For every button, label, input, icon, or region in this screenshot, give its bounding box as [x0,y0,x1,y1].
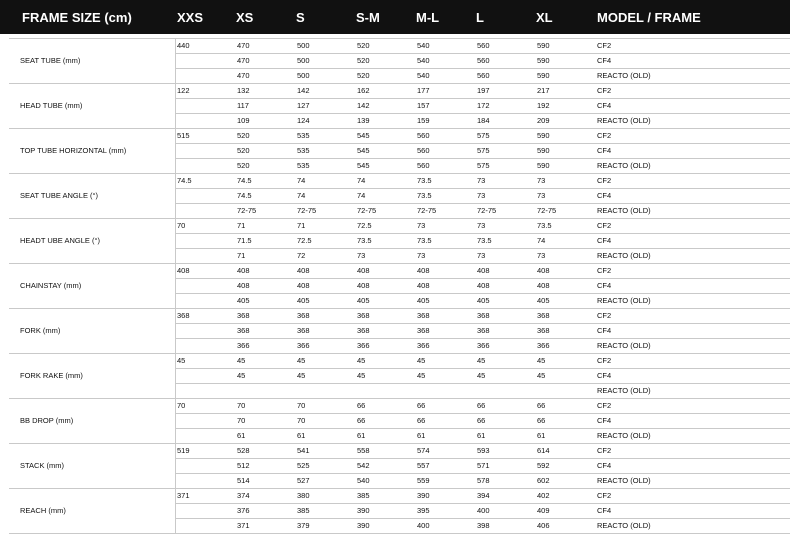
cell-l: 560 [477,71,490,80]
cell-s: 70 [297,416,306,425]
cell-xs: 368 [237,311,250,320]
cell-model: CF2 [597,356,612,365]
cell-model: REACTO (OLD) [597,116,651,125]
cell-xs: 470 [237,71,250,80]
cell-l: 575 [477,161,490,170]
cell-s: 368 [297,311,310,320]
cell-xs: 109 [237,116,250,125]
cell-xl: 590 [537,41,550,50]
cell-model: CF4 [597,236,612,245]
cell-model: CF4 [597,101,612,110]
cell-s-m: 520 [357,71,370,80]
row-divider [9,263,790,264]
cell-model: REACTO (OLD) [597,251,651,260]
cell-s-m: 74 [357,176,366,185]
cell-m-l: 368 [417,311,430,320]
cell-s-m: 366 [357,341,370,350]
cell-xs: 61 [237,431,246,440]
cell-m-l: 368 [417,326,430,335]
row-divider [9,398,790,399]
column-divider [175,38,176,83]
cell-m-l: 73.5 [417,176,432,185]
table-row-group [0,488,790,533]
header-xxs: XXS [177,10,204,25]
cell-model: CF4 [597,56,612,65]
table-row-group [0,308,790,353]
cell-s: 70 [297,401,306,410]
cell-l: 366 [477,341,490,350]
cell-m-l: 405 [417,296,430,305]
cell-s: 405 [297,296,310,305]
cell-model: CF2 [597,446,612,455]
cell-model: REACTO (OLD) [597,341,651,350]
cell-xl: 408 [537,266,550,275]
cell-l: 73 [477,221,486,230]
cell-xl: 368 [537,311,550,320]
table-row-group [0,218,790,263]
cell-m-l: 560 [417,146,430,155]
cell-s: 535 [297,146,310,155]
cell-xs: 368 [237,326,250,335]
cell-s: 535 [297,161,310,170]
cell-s: 45 [297,356,306,365]
cell-s: 74 [297,176,306,185]
cell-xs: 408 [237,281,250,290]
cell-model: CF2 [597,131,612,140]
cell-l: 400 [477,506,490,515]
table-row-group [0,398,790,443]
measurement-label: SEAT TUBE ANGLE (°) [20,191,99,200]
measurement-label: STACK (mm) [20,461,65,470]
cell-s-m: 520 [357,41,370,50]
cell-xl: 590 [537,71,550,80]
cell-s: 72-75 [297,206,317,215]
cell-s-m: 405 [357,296,370,305]
cell-s-m: 142 [357,101,370,110]
cell-xl: 192 [537,101,550,110]
cell-l: 45 [477,371,486,380]
cell-s: 368 [297,326,310,335]
cell-xs: 45 [237,371,246,380]
cell-s: 380 [297,491,310,500]
cell-m-l: 73.5 [417,191,432,200]
cell-xxs: 70 [177,401,186,410]
cell-xl: 614 [537,446,550,455]
column-divider [175,128,176,173]
cell-l: 73.5 [477,236,492,245]
cell-s-m: 542 [357,461,370,470]
cell-l: 61 [477,431,486,440]
column-divider [175,353,176,398]
cell-s: 527 [297,476,310,485]
cell-s-m: 162 [357,86,370,95]
cell-s: 45 [297,371,306,380]
cell-model: CF2 [597,491,612,500]
cell-xs: 366 [237,341,250,350]
cell-l: 73 [477,251,486,260]
cell-xxs: 74.5 [177,176,192,185]
column-divider [175,308,176,353]
cell-xl: 590 [537,146,550,155]
cell-s: 72 [297,251,306,260]
cell-xs: 72-75 [237,206,257,215]
cell-xl: 66 [537,416,546,425]
cell-xs: 512 [237,461,250,470]
cell-xxs: 122 [177,86,190,95]
cell-l: 560 [477,41,490,50]
cell-model: CF4 [597,371,612,380]
cell-xs: 71 [237,251,246,260]
cell-m-l: 366 [417,341,430,350]
cell-xs: 74.5 [237,176,252,185]
cell-xl: 73 [537,176,546,185]
row-divider [9,173,790,174]
cell-m-l: 157 [417,101,430,110]
column-divider [175,443,176,488]
cell-model: CF4 [597,416,612,425]
cell-model: REACTO (OLD) [597,71,651,80]
cell-xxs: 408 [177,266,190,275]
cell-xxs: 70 [177,221,186,230]
cell-m-l: 400 [417,521,430,530]
cell-m-l: 408 [417,266,430,275]
cell-s-m: 390 [357,521,370,530]
cell-xs: 405 [237,296,250,305]
row-divider [9,353,790,354]
table-header-row [0,0,790,34]
cell-s-m: 558 [357,446,370,455]
column-divider [175,83,176,128]
cell-l: 368 [477,326,490,335]
cell-model: CF2 [597,311,612,320]
header-xl: XL [536,10,553,25]
cell-model: CF2 [597,221,612,230]
measurement-label: FORK (mm) [20,326,61,335]
cell-s: 366 [297,341,310,350]
cell-s-m: 408 [357,266,370,275]
cell-xl: 590 [537,161,550,170]
cell-m-l: 61 [417,431,426,440]
row-divider [9,308,790,309]
cell-m-l: 45 [417,356,426,365]
cell-l: 560 [477,56,490,65]
cell-l: 408 [477,266,490,275]
cell-xl: 72-75 [537,206,557,215]
cell-l: 197 [477,86,490,95]
cell-m-l: 159 [417,116,430,125]
cell-xl: 217 [537,86,550,95]
cell-s-m: 72-75 [357,206,377,215]
cell-model: CF4 [597,191,612,200]
cell-l: 66 [477,416,486,425]
cell-xl: 406 [537,521,550,530]
cell-xs: 74.5 [237,191,252,200]
cell-xs: 70 [237,401,246,410]
cell-xxs: 519 [177,446,190,455]
measurement-label: BB DROP (mm) [20,416,74,425]
cell-model: REACTO (OLD) [597,521,651,530]
cell-xs: 470 [237,41,250,50]
cell-xxs: 371 [177,491,190,500]
column-divider [175,218,176,263]
cell-m-l: 540 [417,41,430,50]
cell-model: CF4 [597,281,612,290]
cell-s: 535 [297,131,310,140]
cell-m-l: 559 [417,476,430,485]
cell-s-m: 72.5 [357,221,372,230]
header-l: L [476,10,484,25]
cell-l: 66 [477,401,486,410]
cell-l: 72-75 [477,206,497,215]
cell-l: 575 [477,131,490,140]
header-xs: XS [236,10,254,25]
cell-l: 45 [477,356,486,365]
header-s-m: S-M [356,10,380,25]
header-s: S [296,10,305,25]
cell-xs: 514 [237,476,250,485]
cell-l: 575 [477,146,490,155]
cell-xs: 408 [237,266,250,275]
cell-model: REACTO (OLD) [597,386,651,395]
table-row-group [0,173,790,218]
cell-s-m: 45 [357,356,366,365]
table-row-group [0,443,790,488]
column-divider [175,173,176,218]
row-divider [9,218,790,219]
cell-model: CF4 [597,326,612,335]
cell-xl: 590 [537,131,550,140]
cell-xs: 71 [237,221,246,230]
cell-xs: 117 [237,101,249,110]
measurement-label: REACH (mm) [20,506,66,515]
cell-xxs: 45 [177,356,186,365]
cell-m-l: 540 [417,56,430,65]
row-divider [9,128,790,129]
cell-s-m: 390 [357,506,370,515]
cell-s-m: 139 [357,116,370,125]
cell-xs: 376 [237,506,250,515]
cell-s: 127 [297,101,310,110]
cell-xxs: 515 [177,131,190,140]
cell-l: 73 [477,176,486,185]
cell-s: 525 [297,461,310,470]
cell-s: 500 [297,56,310,65]
cell-m-l: 557 [417,461,430,470]
cell-xl: 45 [537,356,546,365]
measurement-label: FORK RAKE (mm) [20,371,83,380]
cell-s-m: 368 [357,326,370,335]
measurement-label: CHAINSTAY (mm) [20,281,82,290]
cell-model: CF2 [597,41,612,50]
cell-s: 408 [297,281,310,290]
cell-s-m: 73 [357,251,366,260]
cell-s-m: 545 [357,146,370,155]
cell-l: 184 [477,116,490,125]
cell-model: CF2 [597,266,612,275]
cell-xxs: 440 [177,41,190,50]
cell-m-l: 66 [417,416,426,425]
cell-xs: 520 [237,161,250,170]
cell-xl: 74 [537,236,546,245]
row-divider [9,38,790,39]
cell-s: 500 [297,71,310,80]
cell-xs: 374 [237,491,250,500]
cell-s-m: 408 [357,281,370,290]
cell-xs: 70 [237,416,246,425]
cell-xl: 61 [537,431,546,440]
cell-model: CF2 [597,176,612,185]
cell-s: 124 [297,116,310,125]
cell-m-l: 408 [417,281,430,290]
cell-xl: 73.5 [537,221,552,230]
row-divider [9,488,790,489]
header-frame-size: FRAME SIZE (cm) [22,10,132,25]
cell-m-l: 73 [417,251,426,260]
cell-xl: 402 [537,491,550,500]
cell-l: 394 [477,491,490,500]
cell-xs: 520 [237,131,250,140]
cell-xxs: 368 [177,311,190,320]
cell-model: CF4 [597,461,612,470]
cell-xs: 371 [237,521,250,530]
cell-s-m: 45 [357,371,366,380]
cell-xs: 520 [237,146,250,155]
cell-l: 73 [477,191,486,200]
cell-m-l: 72-75 [417,206,437,215]
cell-xl: 405 [537,296,550,305]
cell-xl: 73 [537,191,546,200]
cell-xs: 470 [237,56,250,65]
row-divider [9,83,790,84]
cell-l: 172 [477,101,490,110]
measurement-label: HEAD TUBE (mm) [20,101,83,110]
cell-l: 571 [477,461,490,470]
table-row-group [0,38,790,83]
cell-xl: 66 [537,401,546,410]
cell-model: CF4 [597,146,612,155]
cell-l: 405 [477,296,490,305]
cell-m-l: 45 [417,371,426,380]
cell-xl: 73 [537,251,546,260]
measurement-label: TOP TUBE HORIZONTAL (mm) [20,146,127,155]
table-row-group [0,128,790,173]
cell-m-l: 560 [417,131,430,140]
cell-l: 398 [477,521,490,530]
cell-model: CF2 [597,86,612,95]
cell-xl: 209 [537,116,550,125]
cell-s-m: 73.5 [357,236,372,245]
cell-model: REACTO (OLD) [597,161,651,170]
cell-s-m: 540 [357,476,370,485]
cell-xl: 368 [537,326,550,335]
cell-s-m: 545 [357,131,370,140]
cell-xs: 71.5 [237,236,252,245]
cell-xl: 408 [537,281,550,290]
cell-m-l: 73.5 [417,236,432,245]
table-row-group [0,83,790,128]
table-row-group [0,353,790,398]
cell-s-m: 385 [357,491,370,500]
cell-s-m: 545 [357,161,370,170]
cell-s: 72.5 [297,236,312,245]
cell-l: 578 [477,476,490,485]
cell-xs: 132 [237,86,250,95]
cell-m-l: 73 [417,221,426,230]
cell-m-l: 66 [417,401,426,410]
cell-s-m: 368 [357,311,370,320]
cell-s: 408 [297,266,310,275]
cell-model: REACTO (OLD) [597,296,651,305]
cell-s: 74 [297,191,306,200]
cell-m-l: 395 [417,506,430,515]
cell-xs: 528 [237,446,250,455]
measurement-label: SEAT TUBE (mm) [20,56,81,65]
measurement-label: HEADT UBE ANGLE (°) [20,236,100,245]
cell-s: 142 [297,86,310,95]
cell-s: 61 [297,431,306,440]
cell-model: CF4 [597,506,612,515]
cell-m-l: 390 [417,491,430,500]
cell-s: 71 [297,221,306,230]
row-divider [176,383,790,384]
cell-s: 500 [297,41,310,50]
cell-s-m: 74 [357,191,366,200]
cell-s-m: 61 [357,431,366,440]
cell-s: 385 [297,506,310,515]
cell-xl: 592 [537,461,550,470]
column-divider [175,488,176,533]
cell-m-l: 540 [417,71,430,80]
cell-model: REACTO (OLD) [597,431,651,440]
header-m-l: M-L [416,10,440,25]
cell-s: 541 [297,446,310,455]
cell-l: 368 [477,311,490,320]
cell-s-m: 66 [357,401,366,410]
column-divider [175,398,176,443]
cell-l: 408 [477,281,490,290]
cell-s-m: 520 [357,56,370,65]
table-row-group [0,263,790,308]
cell-m-l: 560 [417,161,430,170]
cell-model: CF2 [597,401,612,410]
cell-xs: 45 [237,356,246,365]
column-divider [175,263,176,308]
cell-s-m: 66 [357,416,366,425]
cell-l: 593 [477,446,490,455]
header-model-frame: MODEL / FRAME [597,10,701,25]
cell-m-l: 574 [417,446,430,455]
cell-xl: 409 [537,506,550,515]
cell-s: 379 [297,521,310,530]
cell-model: REACTO (OLD) [597,476,651,485]
table-bottom-rule [9,533,790,534]
cell-xl: 590 [537,56,550,65]
cell-xl: 366 [537,341,550,350]
cell-m-l: 177 [417,86,430,95]
cell-xl: 45 [537,371,546,380]
cell-xl: 602 [537,476,550,485]
cell-model: REACTO (OLD) [597,206,651,215]
row-divider [9,443,790,444]
